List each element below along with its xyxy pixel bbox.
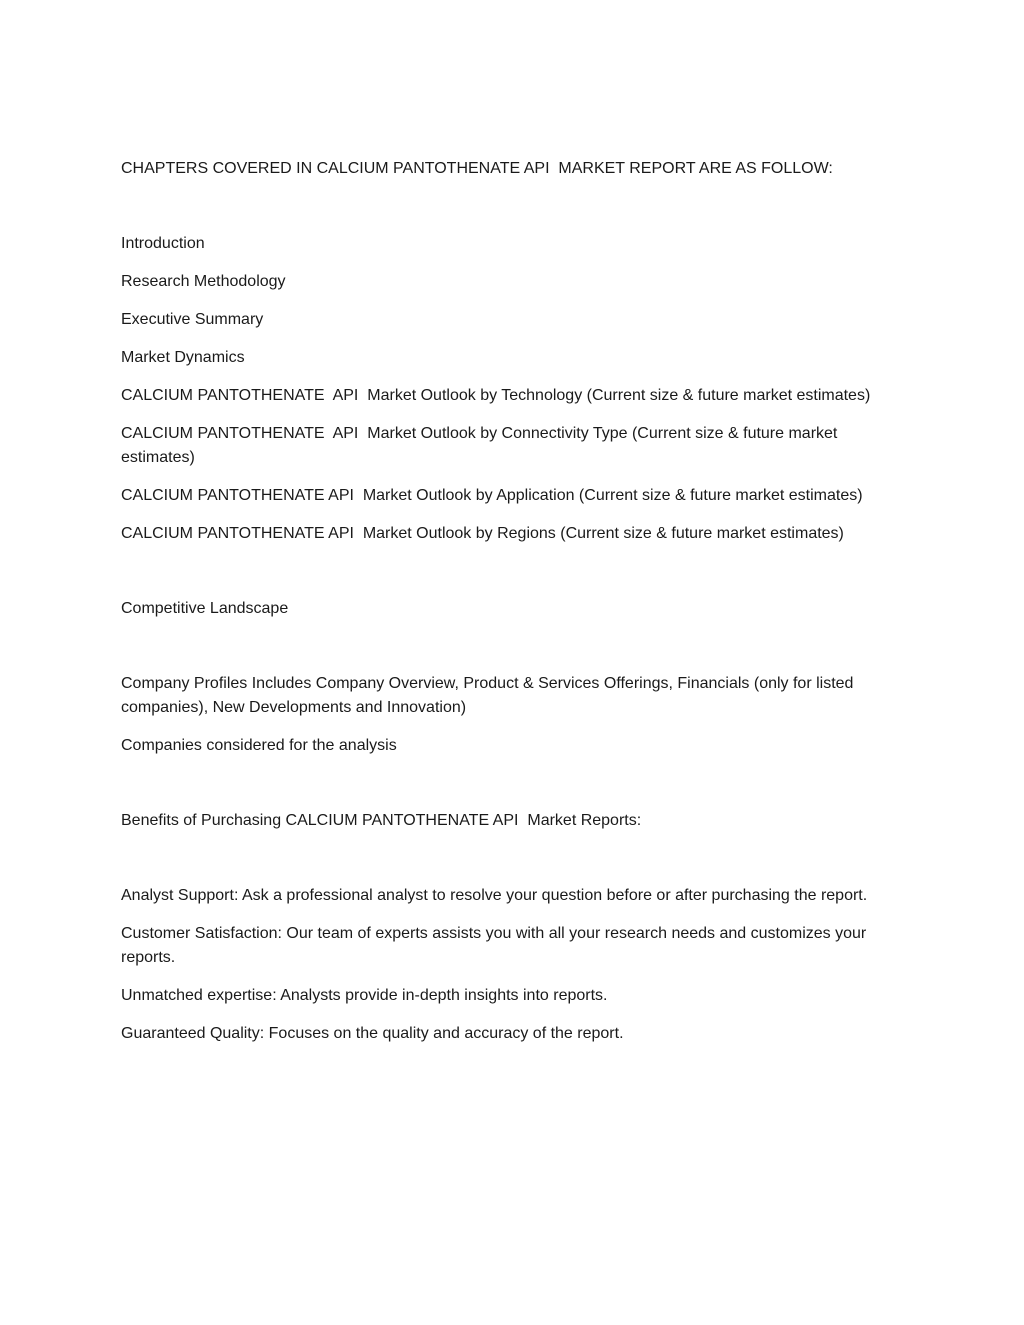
benefit-customer-satisfaction: Customer Satisfaction: Our team of experts assists you with all your research needs and customizes your reports. <box>121 925 871 966</box>
chapter-item-outlook-technology: CALCIUM PANTOTHENATE API Market Outlook by Technology (Current size & future market estimates) <box>121 387 871 404</box>
chapter-item-research-methodology: Research Methodology <box>121 273 286 290</box>
chapter-item-market-dynamics: Market Dynamics <box>121 349 245 366</box>
spacer <box>121 560 911 597</box>
company-profiles: Company Profiles Includes Company Overview, Product & Services Offerings, Financials (only for listed companies), New Developments and Innovation) <box>121 675 858 716</box>
chapter-item-outlook-connectivity: CALCIUM PANTOTHENATE API Market Outlook by Connectivity Type (Current size & future market estimates) <box>121 425 842 466</box>
spacer <box>121 847 911 884</box>
chapter-item-outlook-regions: CALCIUM PANTOTHENATE API Market Outlook by Regions (Current size & future market estimates) <box>121 525 844 542</box>
benefit-unmatched-expertise: Unmatched expertise: Analysts provide in-depth insights into reports. <box>121 987 608 1004</box>
chapter-item-outlook-application: CALCIUM PANTOTHENATE API Market Outlook by Application (Current size & future market estimates) <box>121 487 863 504</box>
benefit-analyst-support: Analyst Support: Ask a professional analyst to resolve your question before or after purchasing the report. <box>121 887 868 904</box>
benefits-heading: Benefits of Purchasing CALCIUM PANTOTHENATE API Market Reports: <box>121 812 642 829</box>
competitive-landscape: Competitive Landscape <box>121 600 289 617</box>
chapter-item-executive-summary: Executive Summary <box>121 311 264 328</box>
spacer <box>121 772 911 809</box>
chapter-item-introduction: Introduction <box>121 235 205 252</box>
chapters-heading: CHAPTERS COVERED IN CALCIUM PANTOTHENATE API MARKET REPORT ARE AS FOLLOW: <box>121 160 833 177</box>
document-body <box>121 157 911 1060</box>
spacer <box>121 635 911 672</box>
companies-considered: Companies considered for the analysis <box>121 737 397 754</box>
spacer <box>121 195 911 232</box>
benefit-guaranteed-quality: Guaranteed Quality: Focuses on the quality and accuracy of the report. <box>121 1025 624 1042</box>
